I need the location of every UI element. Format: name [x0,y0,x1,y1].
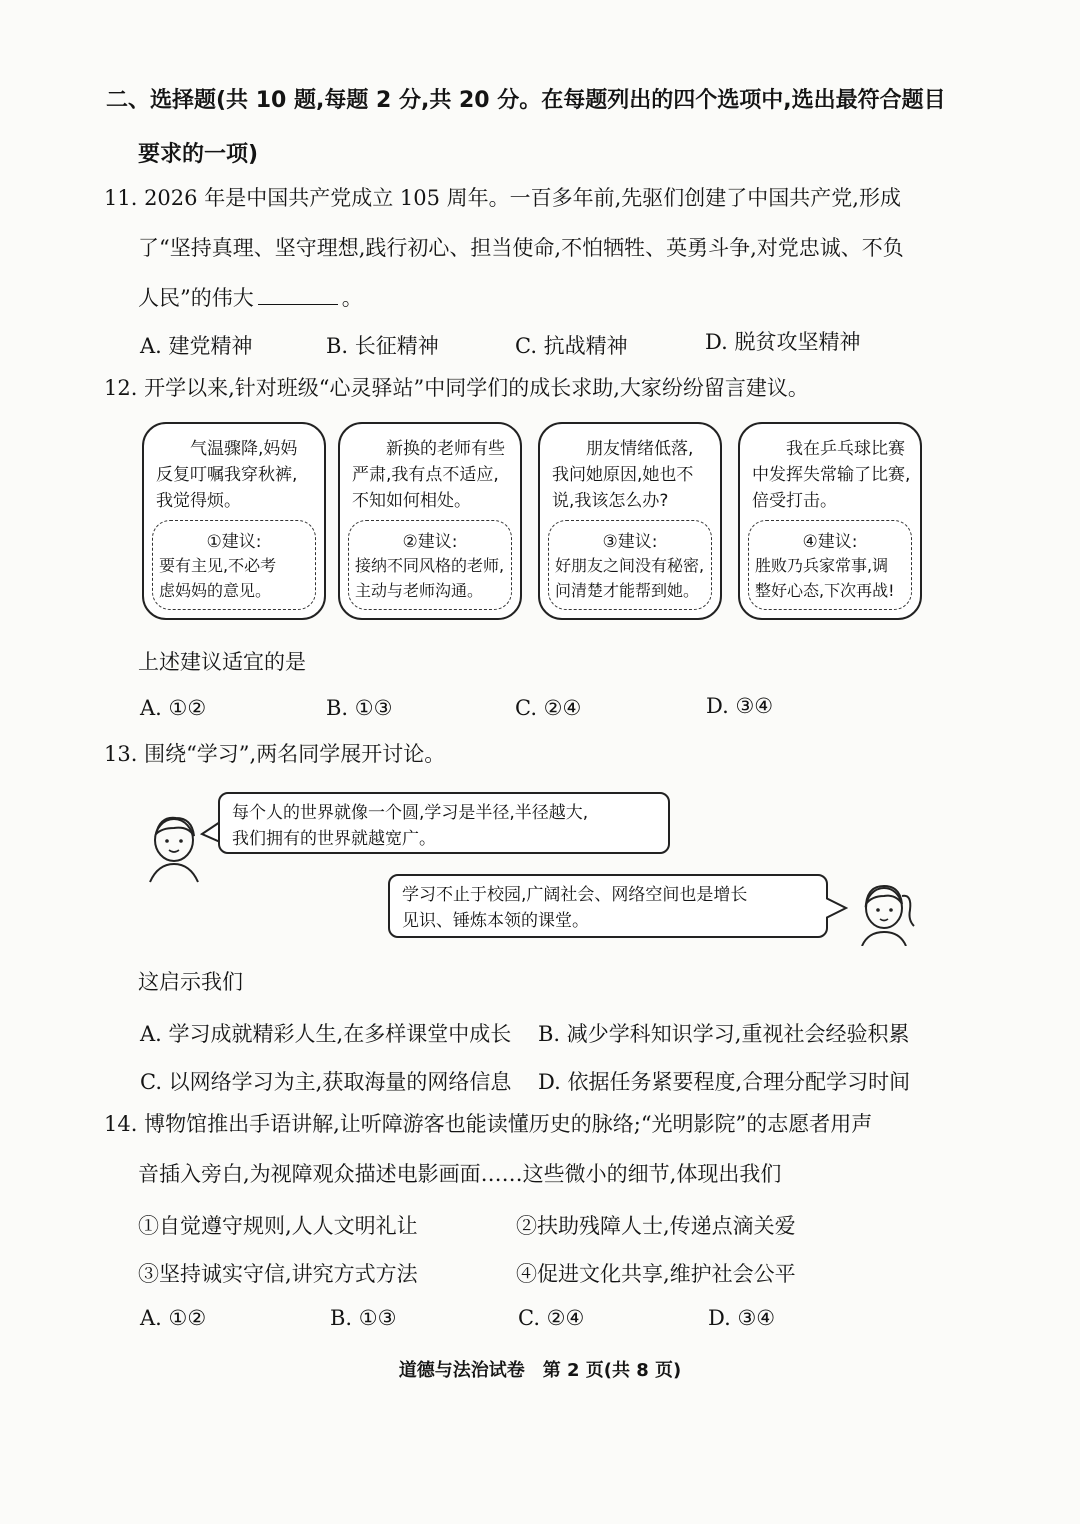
q11-line-3-end: 。 [341,286,363,310]
q12-card-2-problem: 新换的老师有些 严肃,我有点不适应, 不知如何相处。 [352,439,505,511]
q12-card-1 [142,422,326,620]
q11-option-d[interactable]: D. 脱贫攻坚精神 [705,330,861,354]
section-header-cont: 要求的一项) [138,142,259,167]
q12-card-1-title: ①建议: [206,532,262,552]
q11-line-1: 11. 2026 年是中国共产党成立 105 周年。一百多年前,先驱们创建了中国共产党,形成 [104,186,901,210]
q12-card-2-advice: 接纳不同风格的老师, 主动与老师沟通。 [355,556,505,600]
q13-option-d[interactable]: D. 依据任务紧要程度,合理分配学习时间 [538,1070,911,1094]
girl-avatar-icon [852,874,922,946]
q14-option-b[interactable]: B. ①③ [330,1306,397,1330]
q12-card-3-title: ③建议: [602,532,658,552]
q12-stem: 12. 开学以来,针对班级“心灵驿站”中同学们的成长求助,大家纷纷留言建议。 [104,376,809,400]
q14-line-1: 14. 博物馆推出手语讲解,让听障游客也能读懂历史的脉络;“光明影院”的志愿者用声 [104,1112,873,1136]
q14-option-d[interactable]: D. ③④ [708,1306,776,1330]
q12-card-4-advice: 胜败乃兵家常事,调 整好心态,下次再战! [755,556,895,600]
q14-statement-1: ①自觉遵守规则,人人文明礼让 [138,1214,418,1238]
boy-speech-bubble: 每个人的世界就像一个圆,学习是半径,半径越大, 我们拥有的世界就越宽广。 [218,792,670,854]
q12-question: 上述建议适宜的是 [138,650,306,674]
q12-card-1-problem: 气温骤降,妈妈 反复叮嘱我穿秋裤, 我觉得烦。 [156,439,298,511]
q13-option-b[interactable]: B. 减少学科知识学习,重视社会经验积累 [538,1022,910,1046]
q12-card-2 [338,422,522,620]
q12-option-b[interactable]: B. ①③ [326,696,393,720]
q11-option-b[interactable]: B. 长征精神 [326,334,439,358]
q12-card-3-advice-box [548,520,712,610]
boy-avatar-icon [146,810,206,886]
girl-bubble-tail-icon [826,894,848,924]
answer-blank [258,286,338,305]
q12-card-4-problem: 我在乒乓球比赛 中发挥失常输了比赛, 倍受打击。 [752,439,911,511]
q14-option-c[interactable]: C. ②④ [518,1306,585,1330]
q12-card-2-title: ②建议: [402,532,458,552]
q12-card-2-advice-box [348,520,512,610]
q14-option-a[interactable]: A. ①② [140,1306,207,1330]
q14-statement-3: ③坚持诚实守信,讲究方式方法 [138,1262,418,1286]
girl-speech-bubble: 学习不止于校园,广阔社会、网络空间也是增长 见识、锤炼本领的课堂。 [388,874,828,938]
q11-line-3 [138,286,363,311]
q12-card-3-advice: 好朋友之间没有秘密, 问清楚才能帮到她。 [555,556,705,600]
q13-question: 这启示我们 [138,970,243,994]
q11-option-a[interactable]: A. 建党精神 [140,334,253,358]
q11-line-3-text: 人民”的伟大 [138,286,254,310]
q13-option-c[interactable]: C. 以网络学习为主,获取海量的网络信息 [140,1070,512,1094]
q12-card-1-advice-box [152,520,316,610]
section-header: 二、选择题(共 10 题,每题 2 分,共 20 分。在每题列出的四个选项中,选出最符合题目 [106,88,946,113]
q14-line-2: 音插入旁白,为视障观众描述电影画面……这些微小的细节,体现出我们 [138,1162,782,1186]
q12-option-c[interactable]: C. ②④ [515,696,582,720]
q12-card-4-title: ④建议: [802,532,858,552]
boy-bubble-tail-icon [200,818,220,848]
page-footer: 道德与法治试卷 第 2 页(共 8 页) [398,1360,682,1381]
q12-card-3 [538,422,722,620]
q11-line-2: 了“坚持真理、坚守理想,践行初心、担当使命,不怕牺牲、英勇斗争,对党忠诚、不负 [138,236,904,260]
q11-option-c[interactable]: C. 抗战精神 [515,334,628,358]
q14-statement-4: ④促进文化共享,维护社会公平 [516,1262,796,1286]
q12-option-a[interactable]: A. ①② [140,696,207,720]
q12-card-4 [738,422,922,620]
q14-statement-2: ②扶助残障人士,传递点滴关爱 [516,1214,796,1238]
q12-card-1-advice: 要有主见,不必考 虑妈妈的意见。 [159,556,277,600]
q13-option-a[interactable]: A. 学习成就精彩人生,在多样课堂中成长 [140,1022,512,1046]
q12-option-d[interactable]: D. ③④ [706,694,774,718]
q12-card-3-problem: 朋友情绪低落, 我问她原因,她也不 说,我该怎么办? [552,439,694,511]
q13-stem: 13. 围绕“学习”,两名同学展开讨论。 [104,742,446,766]
q12-card-4-advice-box [748,520,912,610]
